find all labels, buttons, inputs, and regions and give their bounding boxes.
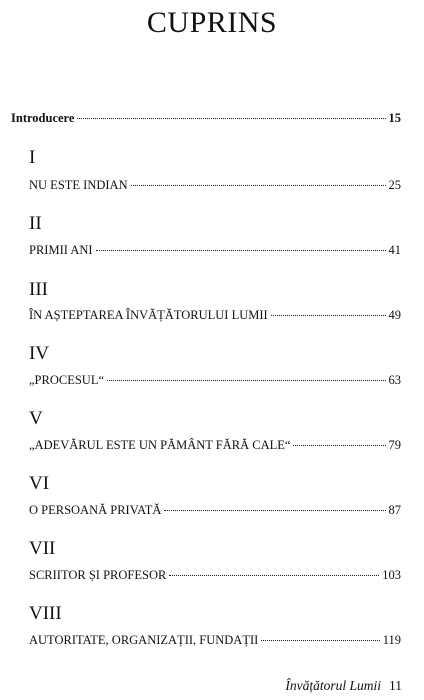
chapter-number: VIII (29, 603, 62, 624)
toc-entry-label: AUTORITATE, ORGANIZAȚII, FUNDAȚII (29, 633, 259, 647)
toc-entry-chapter-3[interactable] (29, 307, 401, 323)
dot-leader (164, 510, 385, 511)
toc-entry-page: 63 (388, 373, 401, 387)
toc-entry-chapter-4[interactable] (29, 372, 401, 388)
dot-leader (169, 575, 379, 576)
dot-leader (77, 118, 385, 119)
toc-entry-label: O PERSOANĂ PRIVATĂ (29, 503, 162, 517)
toc-entry-label: „ADEVĂRUL ESTE UN PĂMÂNT FĂRĂ CALE“ (29, 438, 291, 452)
page-title: CUPRINS (146, 6, 278, 39)
chapter-number: IV (29, 343, 50, 364)
toc-entry-chapter-7[interactable] (29, 567, 401, 583)
toc-entry-page: 87 (388, 503, 401, 517)
toc-entry-label: SCRIITOR ȘI PROFESOR (29, 568, 167, 582)
chapter-number: I (29, 147, 36, 168)
toc-entry-page: 119 (382, 633, 401, 647)
toc-entry-page: 103 (382, 568, 401, 582)
toc-entry-label: PRIMII ANI (29, 243, 93, 257)
toc-entry-label: Introducere (11, 111, 75, 125)
page-footer (236, 678, 402, 694)
chapter-number: III (29, 279, 48, 300)
dot-leader (261, 640, 379, 641)
page-number: 11 (389, 678, 402, 693)
toc-entry-page: 49 (388, 308, 401, 322)
toc-entry-introduction[interactable] (11, 110, 401, 126)
dot-leader (107, 380, 386, 381)
chapter-number: V (29, 408, 43, 429)
toc-entry-chapter-5[interactable] (29, 437, 401, 453)
toc-entry-chapter-2[interactable] (29, 242, 401, 258)
dot-leader (131, 185, 386, 186)
toc-entry-chapter-1[interactable] (29, 177, 401, 193)
chapter-number: VII (29, 538, 56, 559)
toc-entry-label: NU ESTE INDIAN (29, 178, 128, 192)
toc-entry-chapter-6[interactable] (29, 502, 401, 518)
dot-leader (293, 445, 385, 446)
toc-entry-page: 15 (388, 111, 401, 125)
toc-entry-label: ÎN AȘTEPTAREA ÎNVĂȚĂTORULUI LUMII (29, 308, 268, 322)
toc-entry-page: 41 (388, 243, 401, 257)
chapter-number: II (29, 213, 42, 234)
toc-entry-page: 79 (388, 438, 401, 452)
toc-entry-label: „PROCESUL“ (29, 373, 104, 387)
toc-entry-chapter-8[interactable] (29, 632, 401, 648)
chapter-number: VI (29, 473, 50, 494)
running-book-title: Învățătorul Lumii (285, 678, 381, 693)
dot-leader (96, 250, 386, 251)
dot-leader (271, 315, 386, 316)
toc-entry-page: 25 (388, 178, 401, 192)
